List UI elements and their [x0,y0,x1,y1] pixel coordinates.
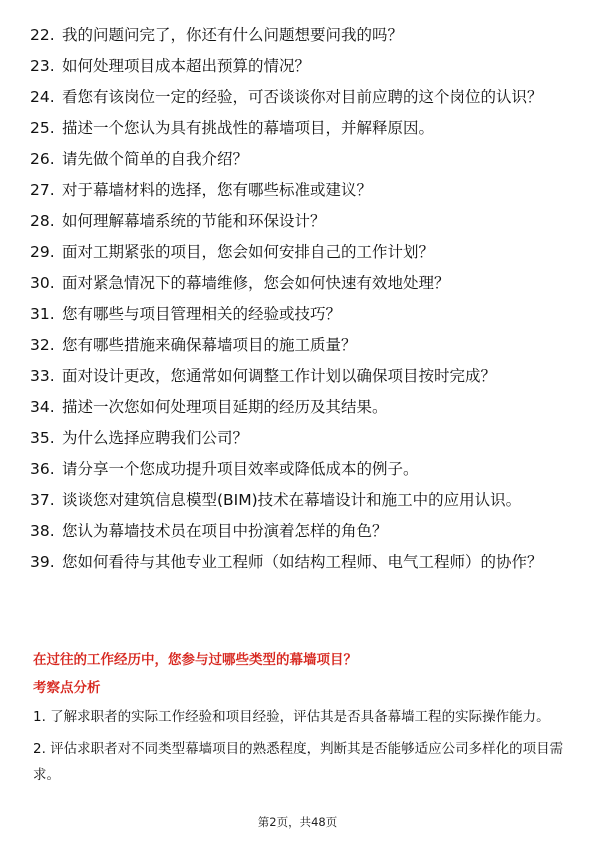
list-item [30,148,570,171]
analysis-point: 1. 了解求职者的实际工作经验和项目经验，评估其是否具备幕墙工程的实际操作能力。 [33,709,550,725]
question-text: 看您有该岗位一定的经验，可否谈谈你对目前应聘的这个岗位的认识？ [62,88,543,106]
list-item [30,489,570,512]
question-text: 面对紧急情况下的幕墙维修，您会如何快速有效地处理？ [62,274,450,292]
list-item [30,117,570,140]
list-item [30,551,570,574]
list-item [30,210,570,233]
question-text: 您认为幕墙技术员在项目中扮演着怎样的角色？ [62,522,388,540]
question-number: 34. [30,398,55,416]
question-number: 29. [30,243,55,261]
list-item [30,520,570,543]
question-number: 33. [30,367,55,385]
question-number: 37. [30,491,55,509]
list-item [30,396,570,419]
list-item [30,241,570,264]
list-item [30,303,570,326]
list-item [30,179,570,202]
question-text: 谈谈您对建筑信息模型(BIM)技术在幕墙设计和施工中的应用认识。 [62,491,522,509]
question-text: 您如何看待与其他专业工程师（如结构工程师、电气工程师）的协作？ [62,553,543,571]
question-text: 请先做个简单的自我介绍？ [62,150,249,168]
featured-question: 在过往的工作经历中，您参与过哪些类型的幕墙项目？ [33,652,357,668]
question-text: 描述一个您认为具有挑战性的幕墙项目，并解释原因。 [62,119,435,137]
list-item [30,427,570,450]
question-number: 23. [30,57,55,75]
analysis-point: 2. 评估求职者对不同类型幕墙项目的熟悉程度，判断其是否能够适应公司多样化的项目需求。 [33,741,564,783]
question-number: 30. [30,274,55,292]
question-text: 面对工期紧张的项目，您会如何安排自己的工作计划？ [62,243,435,261]
list-item [30,86,570,109]
question-number: 25. [30,119,55,137]
question-number: 36. [30,460,55,478]
question-number: 32. [30,336,55,354]
question-number: 27. [30,181,55,199]
list-item [30,458,570,481]
question-text: 为什么选择应聘我们公司？ [62,429,249,447]
question-text: 请分享一个您成功提升项目效率或降低成本的例子。 [62,460,419,478]
question-text: 我的问题问完了，你还有什么问题想要问我的吗？ [62,26,404,44]
list-item [30,24,570,47]
question-number: 31. [30,305,55,323]
question-number: 35. [30,429,55,447]
question-text: 描述一次您如何处理项目延期的经历及其结果。 [62,398,388,416]
question-text: 对于幕墙材料的选择，您有哪些标准或建议？ [62,181,373,199]
list-item [30,334,570,357]
question-text: 如何处理项目成本超出预算的情况？ [62,57,311,75]
question-number: 22. [30,26,55,44]
question-number: 39. [30,553,55,571]
featured-question-section [30,650,570,794]
question-list [30,24,570,582]
question-text: 您有哪些措施来确保幕墙项目的施工质量？ [62,336,357,354]
analysis-heading: 考察点分析 [33,680,101,696]
question-text: 如何理解幕墙系统的节能和环保设计？ [62,212,326,230]
question-number: 38. [30,522,55,540]
question-number: 28. [30,212,55,230]
question-number: 24. [30,88,55,106]
question-number: 26. [30,150,55,168]
page-footer: 第2页，共48页 [257,815,338,829]
list-item [30,365,570,388]
list-item [30,55,570,78]
question-text: 您有哪些与项目管理相关的经验或技巧？ [62,305,342,323]
question-text: 面对设计更改，您通常如何调整工作计划以确保项目按时完成？ [62,367,497,385]
list-item [30,272,570,295]
